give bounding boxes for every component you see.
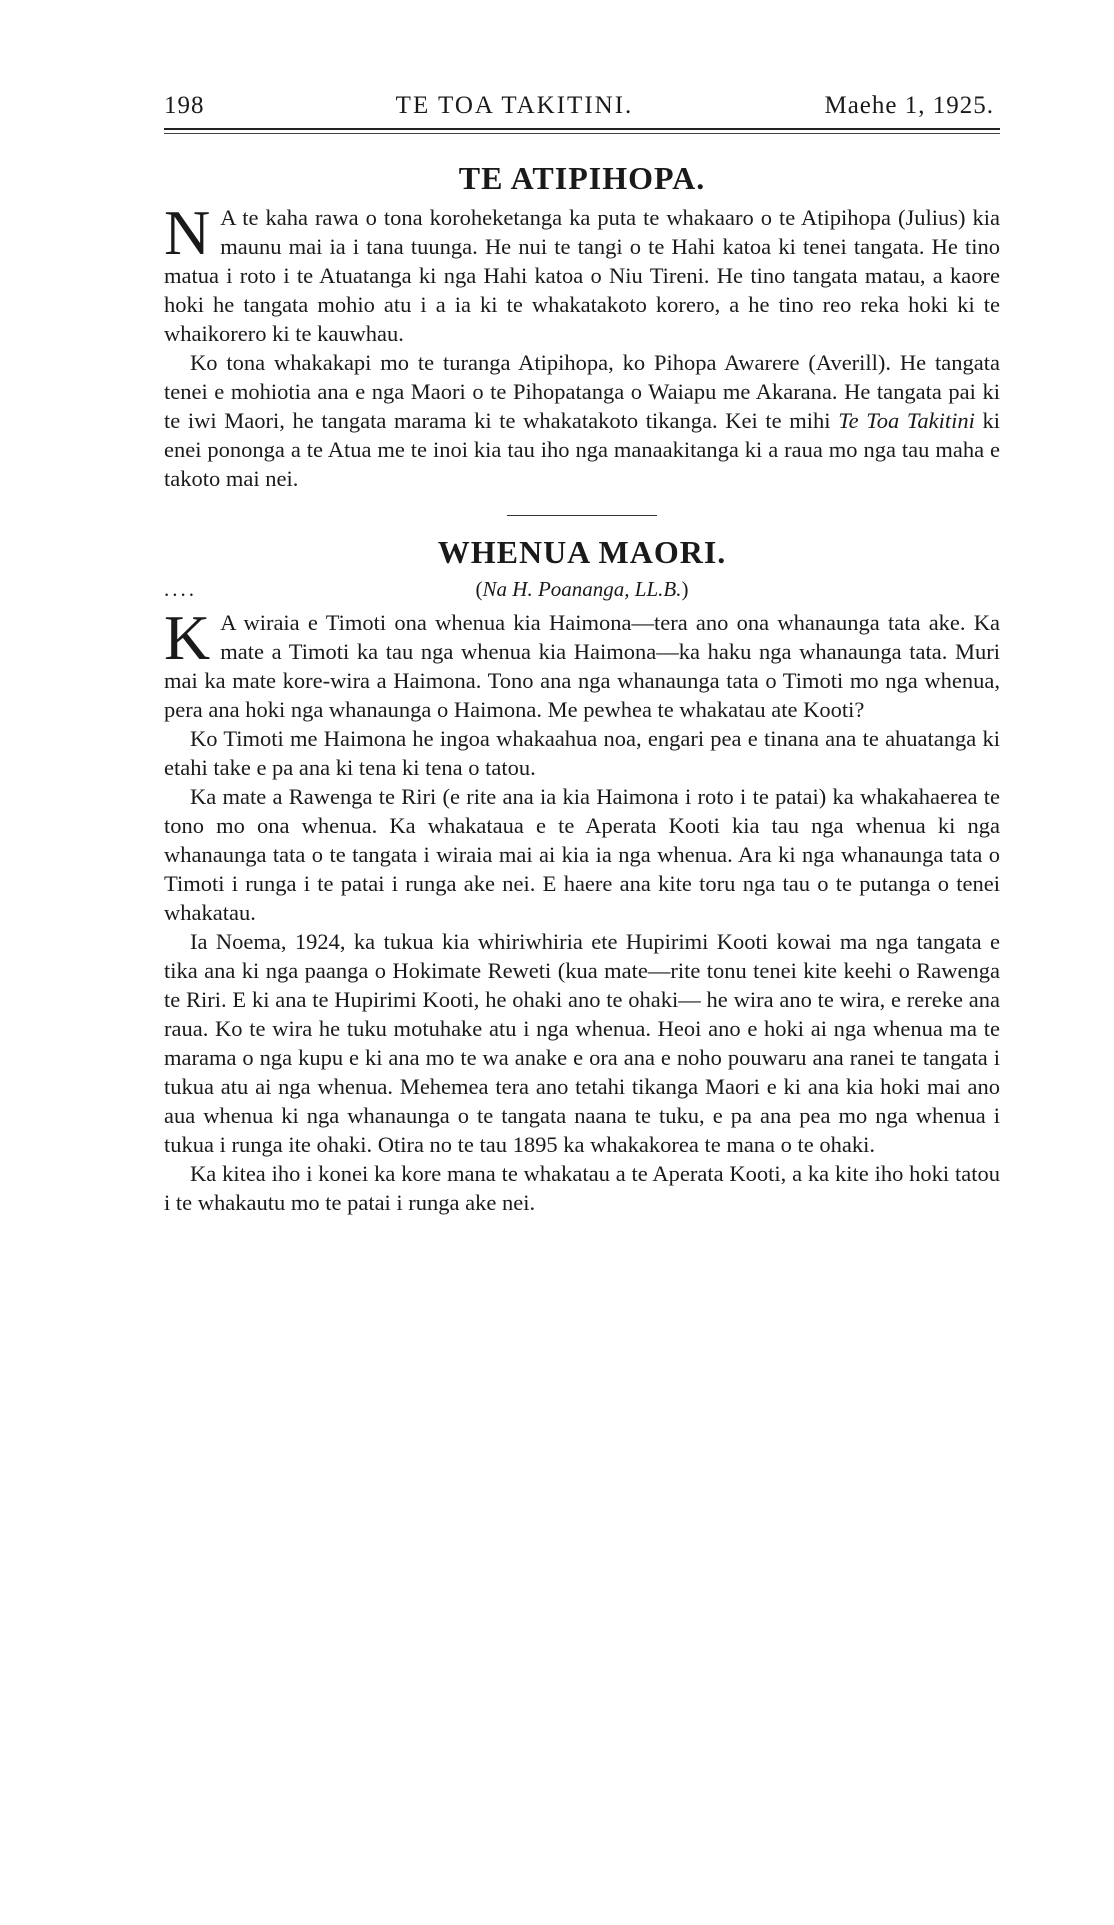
article-body-whenua-maori xyxy=(164,602,1000,1217)
paragraph-text: A te kaha rawa o tona koroheketanga ka puta te whakaaro o te Atipihopa (Julius) kia maunu mai ia i tana tuunga. He nui te tangi o te Hahi katoa ki tenei tangata. He tino matua i roto i te Atuatanga ki nga Hahi katoa o Niu Tireni. He tino tangata matau, a kaore hoki he tangata mohio atu i a ia ki te whakatakoto korero, a he tino reo reka hoki ki te whaikorero ki te kauwhau. xyxy=(164,205,1000,346)
running-header xyxy=(164,92,1000,120)
paragraph-text: A wiraia e Timoti ona whenua kia Haimona—tera ano ona whanaunga tata ake. Ka mate a Timoti ka tau nga whenua kia Haimona—ka haku nga whanaunga tata. Muri mai ka mate kore-wira a Haimona. Tono ana nga whanaunga tata o Timoti mo nga whenua, pera ana hoki nga whanaunga o Haimona. Me pewhea te whakatau ate Kooti? xyxy=(164,610,1000,722)
byline xyxy=(164,577,1000,602)
paragraph: Ka mate a Rawenga te Riri (e rite ana ia kia Haimona i roto i te patai) ka whakahaerea te tono mo ona whenua. Ka whakataua e te Aperata Kooti kia tau nga whenua ki nga whanaunga tata o te tangata i wiraia mai ai kia ia nga whenua. Ara ki nga whanaunga tata o Timoti i runga i te patai i runga ake nei. E haere ana kite toru nga tau o te putanga o tenei whakatau. xyxy=(164,784,1000,925)
article-title-atipihopa: TE ATIPIHOPA. xyxy=(458,160,706,196)
byline-na: Na xyxy=(482,577,508,601)
paragraph: Ka kitea iho i konei ka kore mana te whakatau a te Aperata Kooti, a ka kite iho hoki tatou i te whakautu mo te patai i runga ake nei. xyxy=(164,1161,1000,1215)
paragraph xyxy=(164,197,1000,348)
paragraph xyxy=(164,602,1000,724)
byline-dots: .... xyxy=(164,577,197,601)
page-number: 198 xyxy=(164,92,205,119)
paragraph xyxy=(164,348,1000,493)
dropcap: N xyxy=(164,197,211,268)
byline-author: H. Poananga, LL.B. xyxy=(512,577,682,601)
paragraph-text: ki enei pononga a te Atua me te inoi kia tau iho nga manaakitanga ki a raua mo nga tau maha e takoto mai nei. xyxy=(164,408,1000,491)
byline-close-paren: ) xyxy=(681,577,689,601)
paragraph: Ko Timoti me Haimona he ingoa whakaahua noa, engari pea e tinana ana te ahuatanga ki etahi take e pa ana ki tena ki tena o tatou. xyxy=(164,726,1000,780)
article-body-atipihopa xyxy=(164,197,1000,493)
section-divider xyxy=(507,515,657,516)
dropcap: K xyxy=(164,602,211,673)
byline-open-paren: ( xyxy=(475,577,483,601)
header-rule xyxy=(164,128,1000,134)
publication-title: TE TOA TAKITINI. xyxy=(395,92,634,119)
article-title-whenua-maori: WHENUA MAORI. xyxy=(437,534,727,570)
paragraph: Ia Noema, 1924, ka tukua kia whiriwhiria ete Hupirimi Kooti kowai ma nga tangata e tika ana ki nga paanga o Hokimate Reweti (kua mate—rite tonu tenei kite keehi o Rawenga te Riri. E ki ana te Hupirimi Kooti, he ohaki ano te ohaki— he wira ano te wira, e rereke ana raua. Ko te wira he tuku motuhake atu i nga whenua. Heoi ano e hoki ai nga whenua ma te marama o nga kupu e ki ana mo te wa anake e ora ana e noho pouwaru ana ranei te tangata i tukua atu ai nga whenua. Mehemea tera ano tetahi tikanga Maori e ki ana kia hoki mai ano aua whenua ki nga whanaunga o te tangata naana te tuku, e pa ana pea mo nga whenua i tukua i runga ite ohaki. Otira no te tau 1895 ka whakakorea te mana o te ohaki. xyxy=(164,929,1000,1157)
publication-name-italic: Te Toa Takitini xyxy=(838,408,975,433)
paragraph-text: Ko tona whakakapi mo te turanga Atipihopa, ko Pihopa Awarere (Averill). He tangata tenei e mohiotia ana e nga Maori o te Pihopatanga o Waiapu me Akarana. He tangata pai ki te iwi Maori, he tangata marama ki te whakatakoto tikanga. Kei te mihi xyxy=(164,350,1000,433)
page xyxy=(164,92,1000,1217)
issue-date: Maehe 1, 1925. xyxy=(824,92,994,119)
